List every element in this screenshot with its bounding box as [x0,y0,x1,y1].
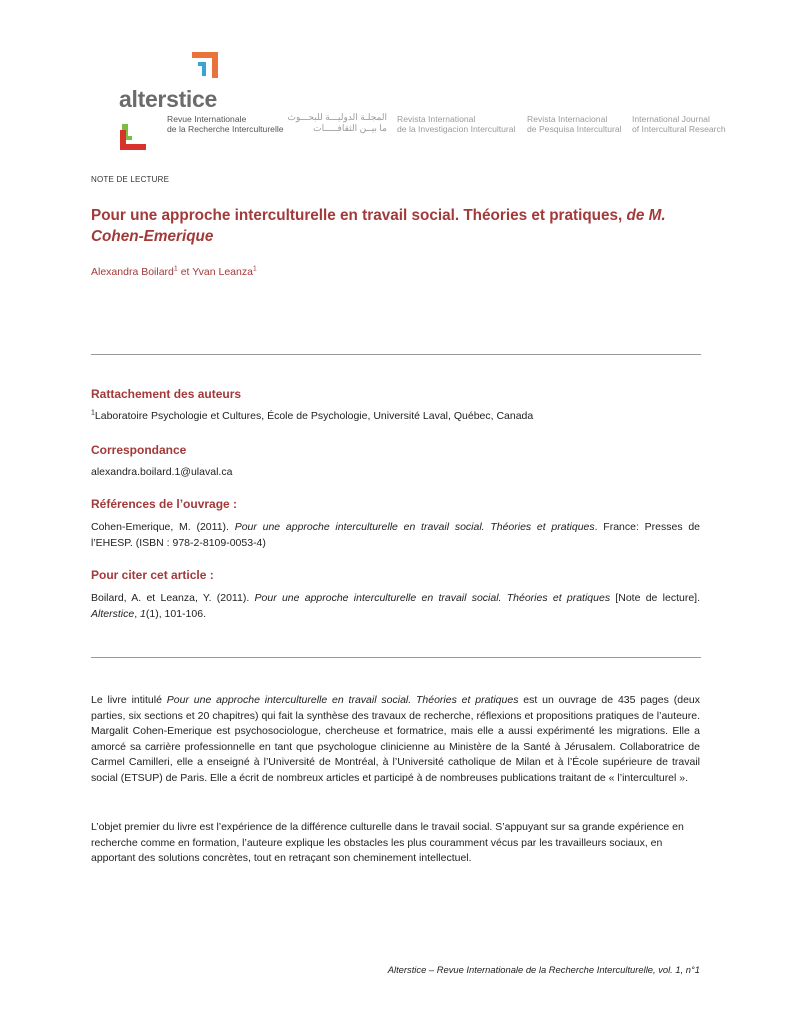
blue-chevron [198,62,206,76]
header-english: International Journal of Intercultural Research [632,114,726,134]
references-text: Cohen-Emerique, M. (2011). Pour une approche interculturelle en travail social. Théories et pratiques. France: Presses de l’EHESP. (ISBN : 978-2-8109-0053-4) [91,521,701,549]
divider-bottom [91,657,701,658]
citation-text: Boilard, A. et Leanza, Y. (2011). Pour une approche interculturelle en travail social. Théories et pratiques [Note de lecture]. Alterstice, 1(1), 101-106. [91,592,700,620]
references-heading: Références de l’ouvrage : [91,497,238,511]
correspondence-email[interactable]: alexandra.boilard.1@ulaval.ca [91,466,233,478]
page-footer: Alterstice – Revue Internationale de la Recherche Interculturelle, vol. 1, n°1 [387,964,700,975]
authors-line: Alexandra Boilard$^1$ et Yvan Leanza$^1$ [91,265,257,278]
body-paragraph-1: Le livre intitulé Pour une approche interculturelle en travail social. Théories et pratiques est un ouvrage de 435 pages (deux parties, six sections et 20 chapitres) qui fait la synthèse des travaux de recherche, réflexions et propositions pratiques de l’auteure. Margalit Cohen-Emerique est psychosociologue, chercheuse et formatrice, mais elle a aussi expérimenté les migrations. Elle a amorcé sa carrière professionnelle en tant que psychologue clinicienne au Ministère de la Santé à Jérusalem. Collaboratrice de Carmel Camilleri, elle a enseigné à l’Université de Montréal, à l’Université catholique de Milan et à l’École supérieure de travail social (ETSUP) de Paris. Elle a écrit de nombreux articles et participé à de nombreuses publications traitant de « l’interculturel ». [91,694,700,784]
affiliation-text: $^1$Laboratoire Psychologie et Cultures, École de Psychologie, Université Laval, Québec, Canada [91,409,534,422]
header-spanish: Revista International de la Investigacion Intercultural [397,114,516,134]
divider-top [91,354,701,355]
correspondence-heading: Correspondance [91,443,187,457]
logo-bottom-mark [118,122,148,152]
logo-wordmark: alterstice [119,86,218,112]
body-paragraph-2: L’objet premier du livre est l’expérience de la différence culturelle dans le travail social. S’appuyant sur sa grande expérience en recherche comme en formation, l’auteure explique les obstacles les plus couramment vécus par les travailleurs sociaux, en apportant des solutions concrètes, tout en retraçant son cheminement intellectuel. [91,821,684,864]
red-chevron [120,130,146,150]
header-arabic: المجلـة الدوليـــة للبحـــوث ما بيــن الثقافـــــات [287,112,387,133]
header-portuguese: Revista Internacional de Pesquisa Intercultural [527,114,622,134]
citation-heading: Pour citer cet article : [91,568,214,582]
section-label: NOTE DE LECTURE [91,175,170,184]
affiliation-heading: Rattachement des auteurs [91,387,242,401]
article-title: Pour une approche interculturelle en travail social. Théories et pratiques, de M. Cohen-Emerique [91,207,666,245]
logo-subtitle: Revue Internationale de la Recherche Interculturelle [167,114,284,134]
logo-top-mark [190,50,220,80]
